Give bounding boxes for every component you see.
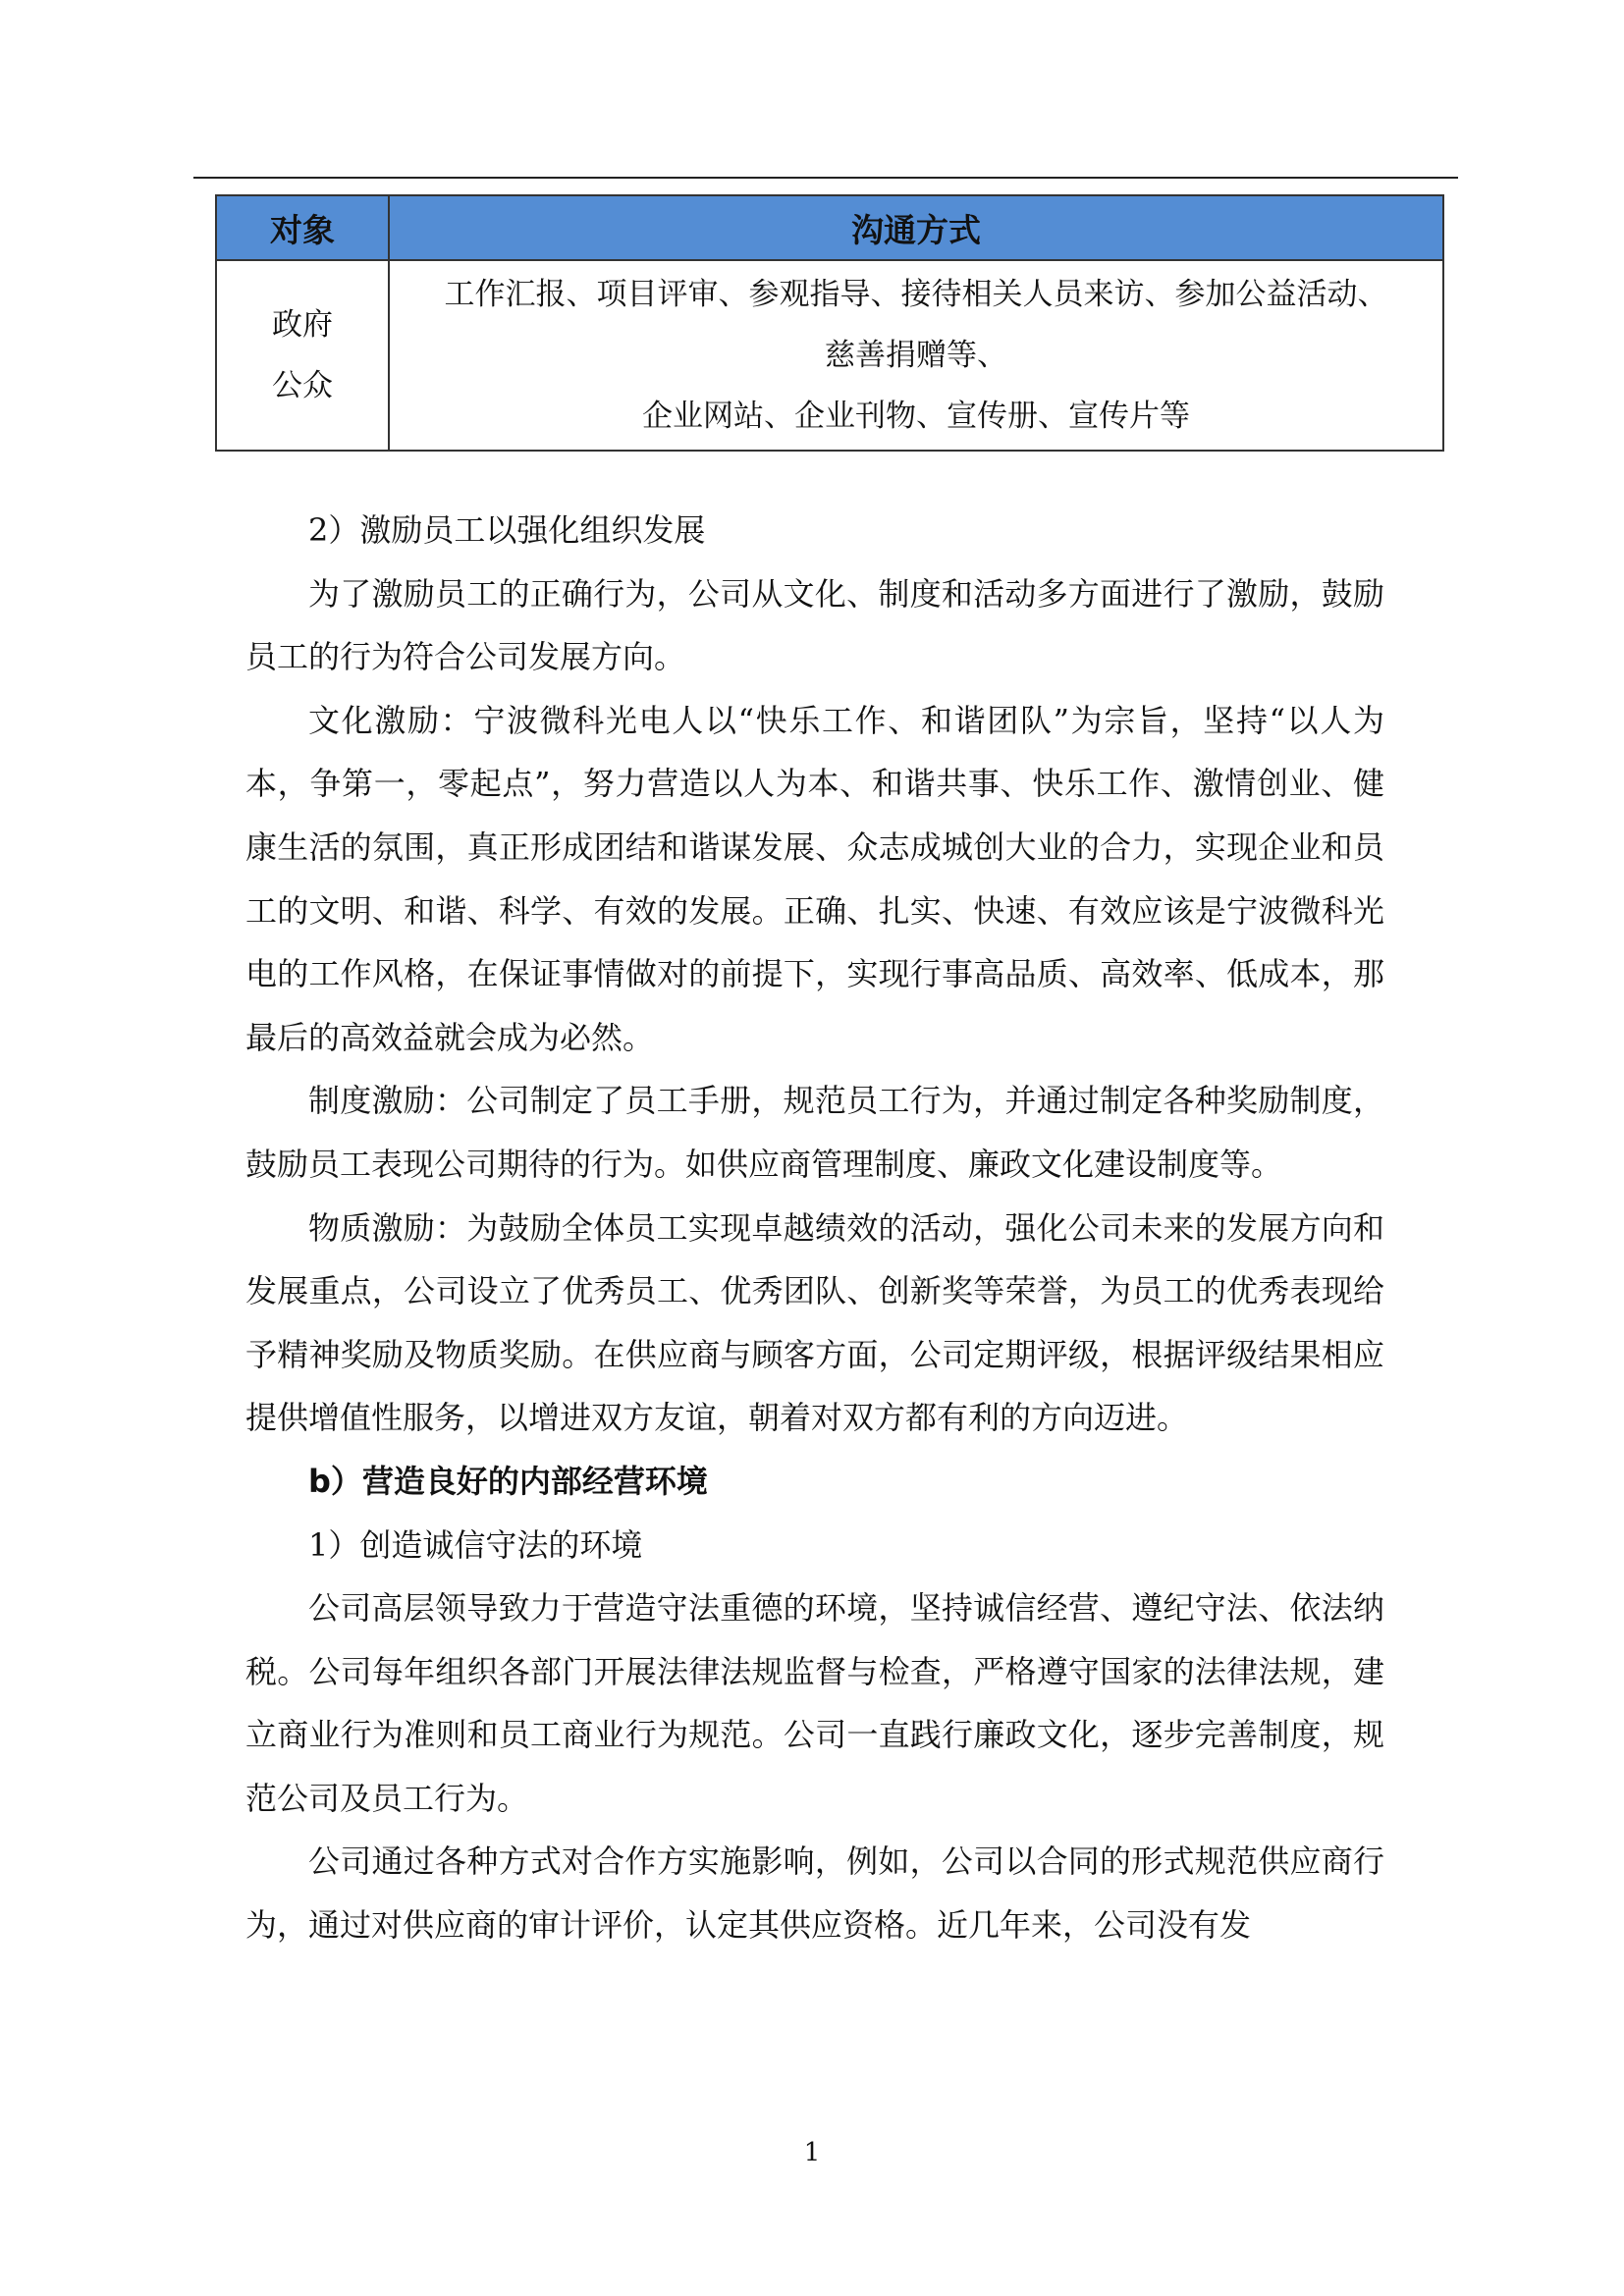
paragraph: 为了激励员工的正确行为，公司从文化、制度和活动多方面进行了激励，鼓励员工的行为符合公司发展方向。: [245, 574, 1384, 676]
table-header-row: [216, 195, 1443, 260]
header-rule: [193, 177, 1458, 179]
subsection-heading: 1）创造诚信守法的环境: [308, 1525, 643, 1564]
header-method: 沟通方式: [389, 195, 1443, 260]
paragraph: 文化激励：宁波微科光电人以“快乐工作、和谐团队”为宗旨，坚持“以人为本，争第一，零起点”，努力营造以人为本、和谐共事、快乐工作、激情创业、健康生活的氛围，真正形成团结和谐谋发展、众志成城创大业的合力，实现企业和员工的文明、和谐、科学、有效的发展。正确、扎实、快速、有效应该是宁波微科光电的工作风格，在保证事情做对的前提下，实现行事高品质、高效率、低成本，那最后的高效益就会成为必然。: [245, 701, 1384, 1056]
cell-methods: [389, 260, 1443, 451]
cell-object: [216, 260, 389, 451]
header-object: 对象: [216, 195, 389, 260]
section-heading-bold: b）营造良好的内部经营环境: [308, 1462, 708, 1500]
method-line: 工作汇报、项目评审、参观指导、接待相关人员来访、参加公益活动、: [444, 277, 1388, 312]
paragraph: 制度激励：公司制定了员工手册，规范员工行为，并通过制定各种奖励制度，鼓励员工表现公司期待的行为。如供应商管理制度、廉政文化建设制度等。: [245, 1082, 1384, 1183]
table-row: [216, 260, 1443, 451]
method-line: 慈善捐赠等、: [825, 338, 1007, 373]
paragraph: 物质激励：为鼓励全体员工实现卓越绩效的活动，强化公司未来的发展方向和发展重点，公司设立了优秀员工、优秀团队、创新奖等荣誉，为员工的优秀表现给予精神奖励及物质奖励。在供应商与顾客方面，公司定期评级，根据评级结果相应提供增值性服务，以增进双方友谊，朝着对双方都有利的方向迈进。: [245, 1208, 1384, 1437]
method-line: 企业网站、企业刊物、宣传册、宣传片等: [642, 399, 1190, 434]
object-government: 政府: [272, 307, 333, 343]
paragraph: 公司高层领导致力于营造守法重德的环境，坚持诚信经营、遵纪守法、依法纳税。公司每年组织各部门开展法律法规监督与检查，严格遵守国家的法律法规，建立商业行为准则和员工商业行为规范。公司一直践行廉政文化，逐步完善制度，规范公司及员工行为。: [245, 1589, 1384, 1817]
communication-table: [215, 194, 1444, 452]
document-body: [245, 499, 1384, 1957]
paragraph: 公司通过各种方式对合作方实施影响，例如，公司以合同的形式规范供应商行为，通过对供应商的审计评价，认定其供应资格。近几年来，公司没有发: [245, 1842, 1384, 1945]
section-heading: 2）激励员工以强化组织发展: [308, 511, 706, 549]
object-public: 公众: [272, 368, 333, 403]
page-number: 1: [803, 2138, 821, 2167]
